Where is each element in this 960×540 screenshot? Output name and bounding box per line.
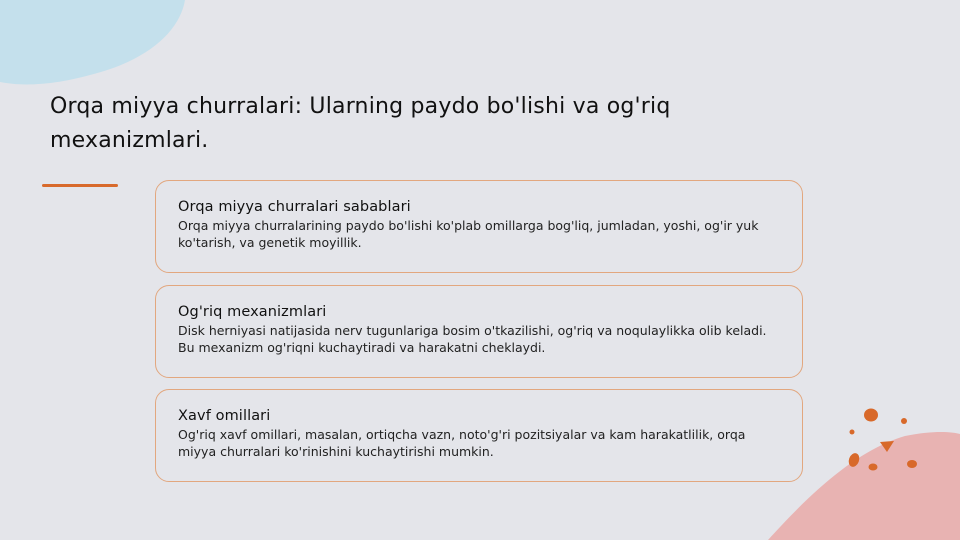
card-causes xyxy=(155,180,803,273)
card-heading: Xavf omillari xyxy=(178,408,271,424)
slide-title: Orqa miyya churralari: Ularning paydo bo'lishi va og'riq mexanizmlari. xyxy=(50,94,671,153)
card-risk-factors xyxy=(155,389,803,482)
card-pain-mechanisms xyxy=(155,285,803,378)
card-heading: Orqa miyya churralari sabablari xyxy=(178,199,411,215)
card-heading: Og'riq mexanizmlari xyxy=(178,304,327,320)
blue-blob xyxy=(0,0,185,84)
title-underline xyxy=(42,184,118,187)
card-text: Og'riq xavf omillari, masalan, ortiqcha vazn, noto'g'ri pozitsiyalar va kam harakatlilik, orqa miyya churralari ko'rinishini kuchaytirishi mumkin. xyxy=(178,427,746,459)
card-text: Disk herniyasi natijasida nerv tugunlariga bosim o'tkazilishi, og'riq va noqulaylikka olib keladi. Bu mexanizm og'riqni kuchaytiradi va harakatni cheklaydi. xyxy=(178,323,767,355)
card-text: Orqa miyya churralarining paydo bo'lishi ko'plab omillarga bog'liq, jumladan, yoshi, og'ir yuk ko'tarish, va genetik moyillik. xyxy=(178,218,759,250)
